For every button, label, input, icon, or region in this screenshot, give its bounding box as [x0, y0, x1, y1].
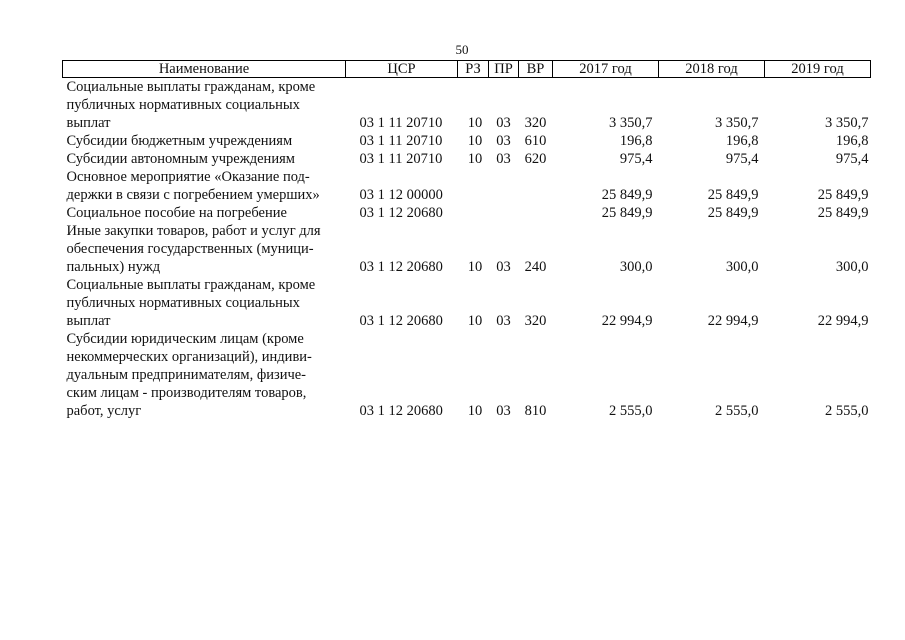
row-vr: 620 — [524, 151, 547, 167]
header-rz: РЗ — [458, 61, 489, 78]
header-csr: ЦСР — [346, 61, 458, 78]
row-vr — [519, 168, 553, 204]
row-name-line: выплат — [66, 313, 111, 329]
row-name-line: Субсидии бюджетным учреждениям — [66, 133, 293, 149]
row-pr — [489, 204, 519, 222]
table-row — [63, 132, 871, 150]
table-row — [63, 78, 871, 133]
budget-table — [62, 60, 871, 420]
header-2017: 2017 год — [553, 61, 659, 78]
row-rz: 10 — [467, 313, 483, 329]
row-name-line: Субсидии юридическим лицам (кроме — [66, 331, 304, 347]
header-2019: 2019 год — [765, 61, 871, 78]
table-row — [63, 330, 871, 420]
table-body — [63, 78, 871, 421]
row-amount-2018: 300,0 — [725, 259, 759, 275]
row-csr: 03 1 12 20680 — [359, 403, 443, 419]
row-name-line: держки в связи с погребением умерших» — [66, 187, 320, 203]
row-csr: 03 1 12 00000 — [359, 187, 443, 203]
row-name-line: Субсидии автономным учреждениям — [66, 151, 295, 167]
row-amount-2018: 2 555,0 — [715, 403, 759, 419]
row-amount-2017: 3 350,7 — [609, 115, 653, 131]
row-vr: 320 — [524, 313, 547, 329]
row-pr — [489, 168, 519, 204]
row-csr: 03 1 12 20680 — [359, 313, 443, 329]
row-name-cell — [63, 78, 346, 133]
row-amount-2017: 196,8 — [619, 133, 653, 149]
row-amount-2019: 3 350,7 — [825, 115, 869, 131]
header-pr: ПР — [489, 61, 519, 78]
row-amount-2019: 300,0 — [835, 259, 869, 275]
row-name-line: публичных нормативных социальных — [66, 97, 300, 113]
row-amount-2017: 975,4 — [619, 151, 653, 167]
row-pr: 03 — [496, 403, 511, 419]
row-pr: 03 — [496, 313, 511, 329]
row-csr: 03 1 12 20680 — [359, 259, 443, 275]
row-pr: 03 — [496, 259, 511, 275]
row-amount-2017: 300,0 — [619, 259, 653, 275]
table-row — [63, 168, 871, 204]
row-csr: 03 1 11 20710 — [359, 151, 443, 167]
row-name-line: пальных) нужд — [66, 259, 161, 275]
row-csr: 03 1 12 20680 — [359, 205, 443, 221]
row-name-cell — [63, 168, 346, 204]
row-rz: 10 — [467, 259, 483, 275]
row-amount-2017: 22 994,9 — [601, 313, 653, 329]
table-header-row — [63, 61, 871, 78]
row-amount-2018: 3 350,7 — [715, 115, 759, 131]
row-amount-2018: 22 994,9 — [707, 313, 759, 329]
row-amount-2018: 25 849,9 — [707, 187, 759, 203]
row-name-line: обеспечения государственных (муници- — [66, 241, 314, 257]
row-rz: 10 — [467, 151, 483, 167]
row-name-line: ским лицам - производителям товаров, — [66, 385, 307, 401]
row-name-line: публичных нормативных социальных — [66, 295, 300, 311]
row-amount-2018: 25 849,9 — [707, 205, 759, 221]
row-rz: 10 — [467, 115, 483, 131]
row-rz: 10 — [467, 133, 483, 149]
row-rz — [458, 168, 489, 204]
header-2018: 2018 год — [659, 61, 765, 78]
page-number: 50 — [455, 42, 469, 57]
row-name-line: выплат — [66, 115, 111, 131]
row-csr: 03 1 11 20710 — [359, 133, 443, 149]
row-vr — [519, 204, 553, 222]
row-amount-2019: 25 849,9 — [817, 205, 869, 221]
row-name-line: Социальные выплаты гражданам, кроме — [66, 277, 316, 293]
row-amount-2018: 975,4 — [725, 151, 759, 167]
row-pr: 03 — [496, 115, 511, 131]
row-name-cell — [63, 204, 346, 222]
row-name-line: Иные закупки товаров, работ и услуг для — [66, 223, 321, 239]
row-name-cell — [63, 132, 346, 150]
row-vr: 240 — [524, 259, 547, 275]
row-amount-2019: 975,4 — [835, 151, 869, 167]
row-vr: 610 — [524, 133, 547, 149]
row-name-line: некоммерческих организаций), индиви- — [66, 349, 312, 365]
table-row — [63, 276, 871, 330]
table-row — [63, 204, 871, 222]
row-amount-2017: 25 849,9 — [601, 187, 653, 203]
row-name-line: Социальные выплаты гражданам, кроме — [66, 79, 316, 95]
row-name-line: Социальное пособие на погребение — [66, 205, 287, 221]
row-pr: 03 — [496, 151, 511, 167]
row-amount-2019: 196,8 — [835, 133, 869, 149]
row-amount-2018: 196,8 — [725, 133, 759, 149]
row-amount-2017: 2 555,0 — [609, 403, 653, 419]
row-amount-2017: 25 849,9 — [601, 205, 653, 221]
row-csr: 03 1 11 20710 — [359, 115, 443, 131]
row-name-cell — [63, 276, 346, 330]
row-pr: 03 — [496, 133, 511, 149]
row-vr: 810 — [524, 403, 547, 419]
row-name-cell — [63, 150, 346, 168]
row-rz — [458, 204, 489, 222]
row-amount-2019: 2 555,0 — [825, 403, 869, 419]
row-name-line: Основное мероприятие «Оказание под- — [66, 169, 310, 185]
row-rz: 10 — [467, 403, 483, 419]
row-name-cell — [63, 222, 346, 276]
table-row — [63, 222, 871, 276]
table-row — [63, 150, 871, 168]
row-amount-2019: 22 994,9 — [817, 313, 869, 329]
row-name-line: работ, услуг — [66, 403, 142, 419]
row-name-cell — [63, 330, 346, 420]
header-name: Наименование — [63, 61, 346, 78]
row-name-line: дуальным предпринимателям, физиче- — [66, 367, 307, 383]
row-amount-2019: 25 849,9 — [817, 187, 869, 203]
header-vr: ВР — [519, 61, 553, 78]
row-vr: 320 — [524, 115, 547, 131]
